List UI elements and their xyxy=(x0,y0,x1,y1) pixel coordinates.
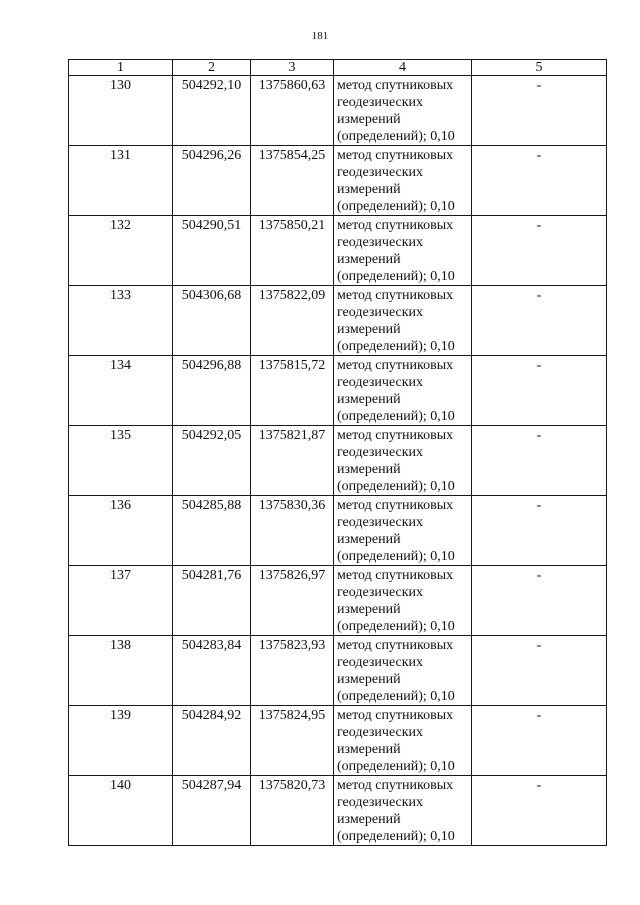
method-line: (определений); 0,10 xyxy=(337,759,455,774)
y-coordinate-cell: 1375815,72 xyxy=(251,356,334,426)
method-line: (определений); 0,10 xyxy=(337,339,455,354)
method-cell xyxy=(334,706,472,776)
table-row xyxy=(69,76,607,146)
table-row xyxy=(69,776,607,846)
method-cell xyxy=(334,776,472,846)
method-line: (определений); 0,10 xyxy=(337,689,455,704)
x-coordinate-cell: 504283,84 xyxy=(173,636,251,706)
x-coordinate-cell: 504287,94 xyxy=(173,776,251,846)
method-line: геодезических xyxy=(337,445,424,460)
table-header-row xyxy=(69,60,607,76)
x-coordinate-cell: 504281,76 xyxy=(173,566,251,636)
method-line: измерений xyxy=(337,252,401,267)
y-coordinate-cell: 1375820,73 xyxy=(251,776,334,846)
note-cell: - xyxy=(472,566,607,636)
table-row xyxy=(69,356,607,426)
x-coordinate-cell: 504284,92 xyxy=(173,706,251,776)
point-number-cell: 130 xyxy=(69,76,173,146)
method-line: геодезических xyxy=(337,95,424,110)
point-number-cell: 136 xyxy=(69,496,173,566)
x-coordinate-cell: 504292,05 xyxy=(173,426,251,496)
method-line: геодезических xyxy=(337,235,424,250)
method-line: измерений xyxy=(337,112,401,127)
x-coordinate-cell: 504296,26 xyxy=(173,146,251,216)
method-line: измерений xyxy=(337,392,401,407)
note-cell: - xyxy=(472,216,607,286)
method-line: измерений xyxy=(337,812,401,827)
method-line: измерений xyxy=(337,462,401,477)
y-coordinate-cell: 1375822,09 xyxy=(251,286,334,356)
method-line: геодезических xyxy=(337,795,424,810)
method-line: (определений); 0,10 xyxy=(337,129,455,144)
method-line: метод спутниковых xyxy=(337,638,454,653)
table-row xyxy=(69,566,607,636)
note-cell: - xyxy=(472,356,607,426)
table-row xyxy=(69,636,607,706)
method-cell xyxy=(334,566,472,636)
method-line: геодезических xyxy=(337,725,424,740)
method-cell xyxy=(334,426,472,496)
column-header: 2 xyxy=(173,60,251,76)
y-coordinate-cell: 1375850,21 xyxy=(251,216,334,286)
method-line: (определений); 0,10 xyxy=(337,199,455,214)
point-number-cell: 140 xyxy=(69,776,173,846)
method-line: геодезических xyxy=(337,305,424,320)
column-header: 5 xyxy=(472,60,607,76)
y-coordinate-cell: 1375860,63 xyxy=(251,76,334,146)
method-cell xyxy=(334,286,472,356)
method-line: измерений xyxy=(337,532,401,547)
method-cell xyxy=(334,146,472,216)
point-number-cell: 131 xyxy=(69,146,173,216)
method-line: измерений xyxy=(337,182,401,197)
method-line: геодезических xyxy=(337,515,424,530)
table-row xyxy=(69,286,607,356)
point-number-cell: 133 xyxy=(69,286,173,356)
note-cell: - xyxy=(472,286,607,356)
table-body xyxy=(69,76,607,846)
method-line: измерений xyxy=(337,602,401,617)
note-cell: - xyxy=(472,76,607,146)
method-line: метод спутниковых xyxy=(337,498,454,513)
method-cell xyxy=(334,636,472,706)
point-number-cell: 132 xyxy=(69,216,173,286)
coordinates-table xyxy=(68,59,607,846)
y-coordinate-cell: 1375823,93 xyxy=(251,636,334,706)
method-line: метод спутниковых xyxy=(337,288,454,303)
table-row xyxy=(69,426,607,496)
note-cell: - xyxy=(472,146,607,216)
table-row xyxy=(69,496,607,566)
method-line: геодезических xyxy=(337,165,424,180)
x-coordinate-cell: 504296,88 xyxy=(173,356,251,426)
method-line: метод спутниковых xyxy=(337,708,454,723)
table-row xyxy=(69,216,607,286)
y-coordinate-cell: 1375824,95 xyxy=(251,706,334,776)
method-line: геодезических xyxy=(337,655,424,670)
method-line: метод спутниковых xyxy=(337,778,454,793)
method-line: метод спутниковых xyxy=(337,78,454,93)
method-line: (определений); 0,10 xyxy=(337,549,455,564)
method-line: метод спутниковых xyxy=(337,218,454,233)
method-line: метод спутниковых xyxy=(337,148,454,163)
column-header: 3 xyxy=(251,60,334,76)
y-coordinate-cell: 1375830,36 xyxy=(251,496,334,566)
method-cell xyxy=(334,216,472,286)
point-number-cell: 135 xyxy=(69,426,173,496)
method-cell xyxy=(334,356,472,426)
note-cell: - xyxy=(472,776,607,846)
method-cell xyxy=(334,76,472,146)
point-number-cell: 138 xyxy=(69,636,173,706)
method-line: метод спутниковых xyxy=(337,358,454,373)
column-header: 4 xyxy=(334,60,472,76)
x-coordinate-cell: 504306,68 xyxy=(173,286,251,356)
point-number-cell: 137 xyxy=(69,566,173,636)
method-line: (определений); 0,10 xyxy=(337,479,455,494)
method-line: измерений xyxy=(337,672,401,687)
y-coordinate-cell: 1375826,97 xyxy=(251,566,334,636)
method-line: геодезических xyxy=(337,585,424,600)
method-line: измерений xyxy=(337,322,401,337)
note-cell: - xyxy=(472,636,607,706)
x-coordinate-cell: 504290,51 xyxy=(173,216,251,286)
point-number-cell: 134 xyxy=(69,356,173,426)
method-line: метод спутниковых xyxy=(337,568,454,583)
method-line: геодезических xyxy=(337,375,424,390)
x-coordinate-cell: 504292,10 xyxy=(173,76,251,146)
page-number: 181 xyxy=(311,30,329,42)
y-coordinate-cell: 1375821,87 xyxy=(251,426,334,496)
note-cell: - xyxy=(472,706,607,776)
method-line: (определений); 0,10 xyxy=(337,269,455,284)
column-header: 1 xyxy=(69,60,173,76)
method-line: (определений); 0,10 xyxy=(337,829,455,844)
method-line: (определений); 0,10 xyxy=(337,409,455,424)
table-row xyxy=(69,706,607,776)
table-row xyxy=(69,146,607,216)
y-coordinate-cell: 1375854,25 xyxy=(251,146,334,216)
note-cell: - xyxy=(472,426,607,496)
method-line: метод спутниковых xyxy=(337,428,454,443)
method-line: измерений xyxy=(337,742,401,757)
x-coordinate-cell: 504285,88 xyxy=(173,496,251,566)
method-cell xyxy=(334,496,472,566)
point-number-cell: 139 xyxy=(69,706,173,776)
method-line: (определений); 0,10 xyxy=(337,619,455,634)
note-cell: - xyxy=(472,496,607,566)
